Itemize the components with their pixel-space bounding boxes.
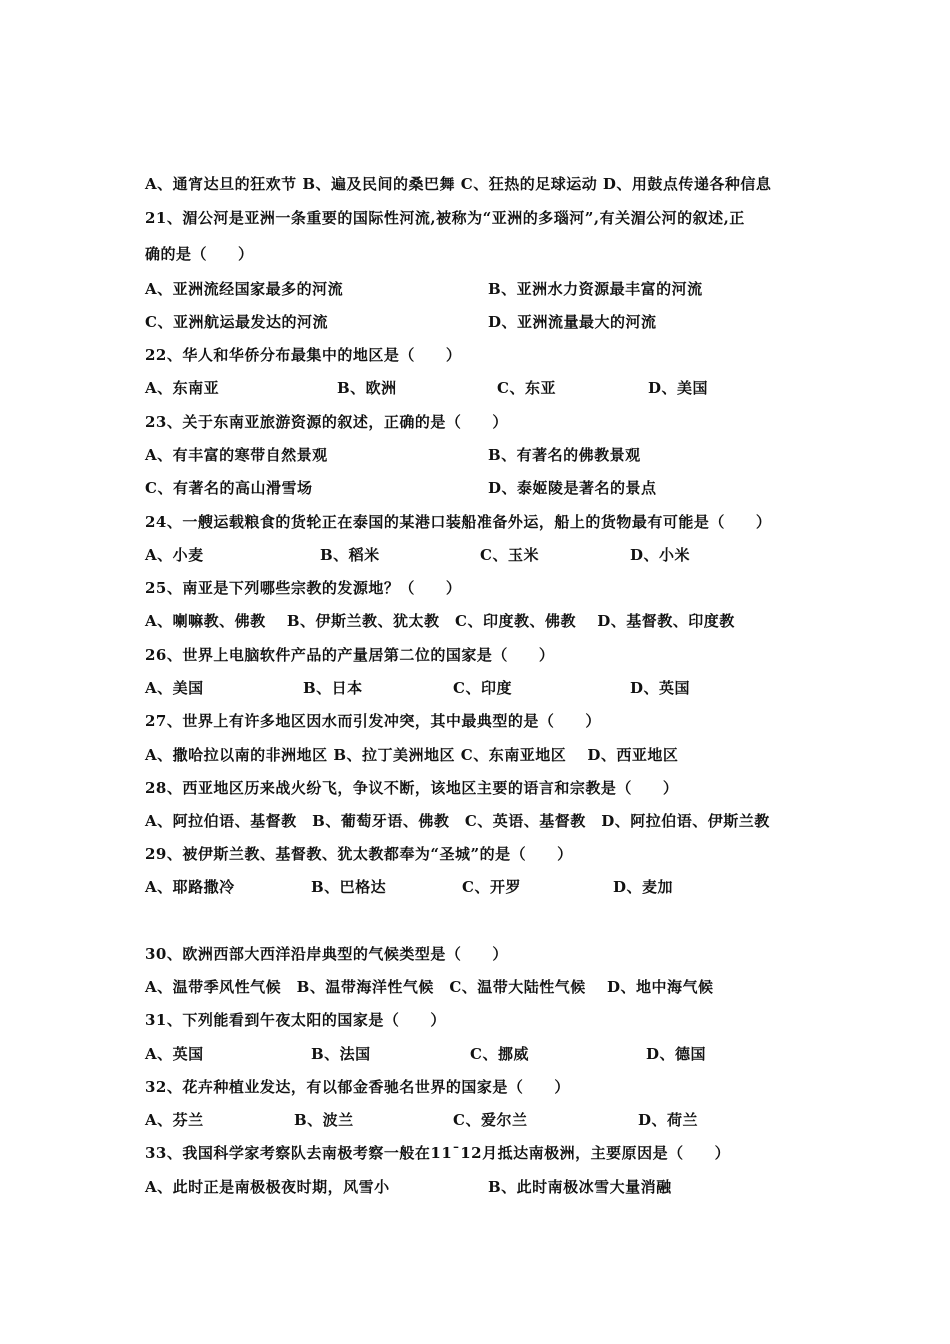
- q23-option-d: D、泰姬陵是著名的景点: [488, 479, 657, 497]
- q23-stem: 23、关于东南亚旅游资源的叙述，正确的是（ ）: [145, 413, 508, 431]
- q26-option-d: D、英国: [630, 679, 691, 697]
- q24-option-b: B、稻米: [320, 546, 380, 564]
- q32-option-a: A、芬兰: [145, 1111, 204, 1129]
- q24-option-c: C、玉米: [480, 546, 539, 564]
- q28-stem: 28、西亚地区历来战火纷飞，争议不断，该地区主要的语言和宗教是（ ）: [145, 779, 679, 797]
- q22-stem: 22、华人和华侨分布最集中的地区是（ ）: [145, 346, 462, 364]
- q31-option-b: B、法国: [311, 1045, 371, 1063]
- q26-option-b: B、日本: [303, 679, 363, 697]
- q31-option-c: C、挪威: [470, 1045, 529, 1063]
- q28-options: A、阿拉伯语、基督教 B、葡萄牙语、佛教 C、英语、基督教 D、阿拉伯语、伊斯兰教: [145, 812, 770, 830]
- q22-option-a: A、东南亚: [145, 379, 220, 397]
- q24-option-d: D、小米: [630, 546, 691, 564]
- q24-stem: 24、一艘运载粮食的货轮正在泰国的某港口装船准备外运，船上的货物最有可能是（ ）: [145, 513, 772, 531]
- q32-option-b: B、波兰: [294, 1111, 354, 1129]
- q24-option-a: A、小麦: [145, 546, 204, 564]
- q26-option-a: A、美国: [145, 679, 204, 697]
- q33-option-a: A、此时正是南极极夜时期，风雪小: [145, 1178, 390, 1196]
- q31-option-d: D、德国: [646, 1045, 707, 1063]
- q20-options: A、通宵达旦的狂欢节 B、遍及民间的桑巴舞 C、狂热的足球运动 D、用鼓点传递各种信息: [145, 175, 772, 193]
- q23-option-b: B、有著名的佛教景观: [488, 446, 641, 464]
- q26-option-c: C、印度: [453, 679, 512, 697]
- q30-options: A、温带季风性气候 B、温带海洋性气候 C、温带大陆性气候 D、地中海气候: [145, 978, 714, 996]
- q21-option-d: D、亚洲流量最大的河流: [488, 313, 657, 331]
- q22-option-c: C、东亚: [497, 379, 556, 397]
- q31-stem: 31、下列能看到午夜太阳的国家是（ ）: [145, 1011, 446, 1029]
- q27-stem: 27、世界上有许多地区因水而引发冲突，其中最典型的是（ ）: [145, 712, 601, 730]
- q29-option-d: D、麦加: [613, 878, 674, 896]
- q22-option-b: B、欧洲: [337, 379, 397, 397]
- q21-stem-line2: 确的是（ ）: [145, 245, 254, 263]
- q31-option-a: A、英国: [145, 1045, 204, 1063]
- q21-option-a: A、亚洲流经国家最多的河流: [145, 280, 344, 298]
- q27-options: A、撒哈拉以南的非洲地区 B、拉丁美洲地区 C、东南亚地区 D、西亚地区: [145, 746, 679, 764]
- q29-option-a: A、耶路撒冷: [145, 878, 235, 896]
- q25-stem: 25、南亚是下列哪些宗教的发源地？（ ）: [145, 579, 462, 597]
- q26-stem: 26、世界上电脑软件产品的产量居第二位的国家是（ ）: [145, 646, 555, 664]
- q21-stem-line1: 21、湄公河是亚洲一条重要的国际性河流,被称为“亚洲的多瑙河”,有关湄公河的叙述,正: [145, 209, 745, 227]
- q30-stem: 30、欧洲西部大西洋沿岸典型的气候类型是（ ）: [145, 945, 508, 963]
- q33-stem: 33、我国科学家考察队去南极考察一般在11¯12月抵达南极洲，主要原因是（ ）: [145, 1144, 731, 1162]
- q32-option-d: D、荷兰: [638, 1111, 699, 1129]
- q21-option-c: C、亚洲航运最发达的河流: [145, 313, 328, 331]
- q29-stem: 29、被伊斯兰教、基督教、犹太教都奉为“圣城”的是（ ）: [145, 845, 573, 863]
- q25-options: A、喇嘛教、佛教 B、伊斯兰教、犹太教 C、印度教、佛教 D、基督教、印度教: [145, 612, 735, 630]
- q22-option-d: D、美国: [648, 379, 709, 397]
- q23-option-c: C、有著名的高山滑雪场: [145, 479, 313, 497]
- q33-option-b: B、此时南极冰雪大量消融: [488, 1178, 672, 1196]
- q21-option-b: B、亚洲水力资源最丰富的河流: [488, 280, 703, 298]
- q29-option-c: C、开罗: [462, 878, 521, 896]
- q32-stem: 32、花卉种植业发达，有以郁金香驰名世界的国家是（ ）: [145, 1078, 570, 1096]
- q32-option-c: C、爱尔兰: [453, 1111, 528, 1129]
- q23-option-a: A、有丰富的寒带自然景观: [145, 446, 328, 464]
- q29-option-b: B、巴格达: [311, 878, 387, 896]
